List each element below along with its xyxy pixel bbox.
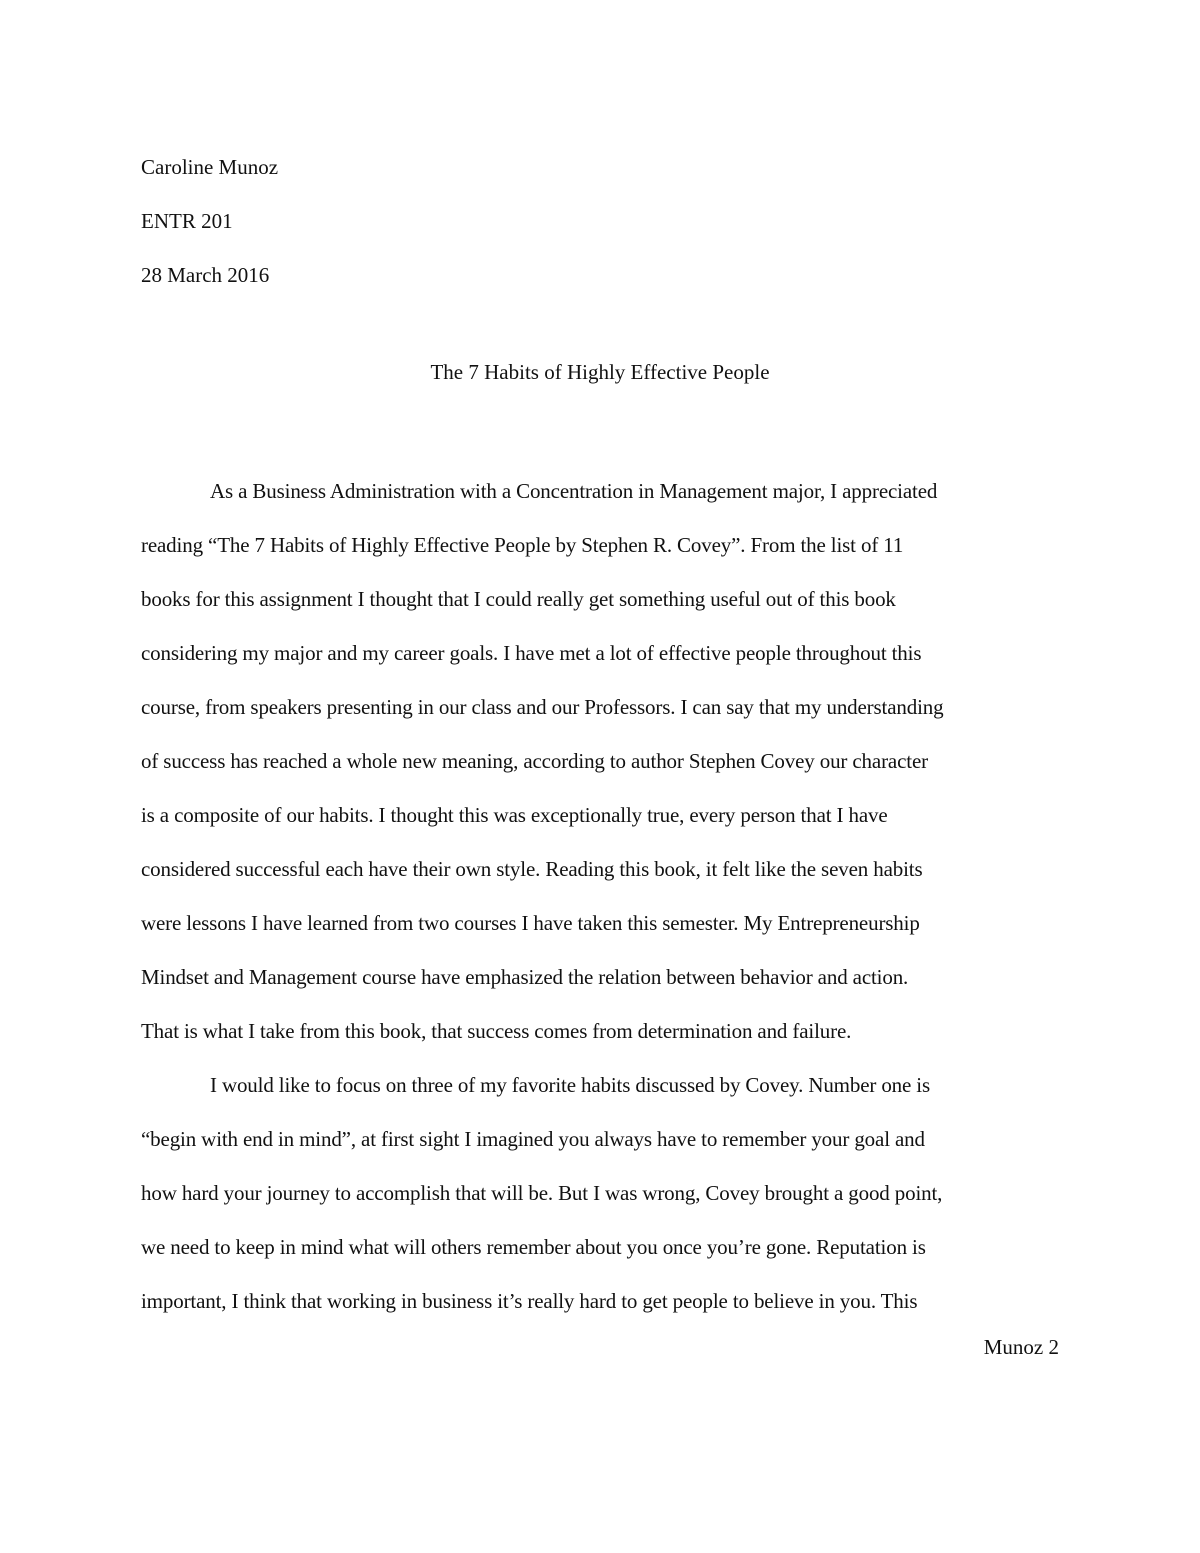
body-line-5: course, from speakers presenting in our class and our Professors. I can say that my understanding [141, 695, 944, 719]
body-line-1: As a Business Administration with a Concentration in Management major, I appreciated [210, 479, 938, 503]
body-line-10: Mindset and Management course have emphasized the relation between behavior and action. [141, 965, 909, 989]
course-code: ENTR 201 [141, 209, 233, 233]
author-name: Caroline Munoz [141, 155, 279, 179]
body-line-11: That is what I take from this book, that success comes from determination and failure. [141, 1019, 852, 1043]
body-line-2: reading “The 7 Habits of Highly Effective People by Stephen R. Covey”. From the list of 11 [141, 533, 904, 557]
body-line-8: considered successful each have their own style. Reading this book, it felt like the seven habits [141, 857, 923, 881]
essay-body [141, 464, 1059, 1328]
body-line-14: how hard your journey to accomplish that will be. But I was wrong, Covey brought a good point, [141, 1181, 943, 1205]
page-number-header: Munoz 2 [983, 1335, 1059, 1359]
body-line-13: “begin with end in mind”, at first sight I imagined you always have to remember your goal and [141, 1127, 925, 1151]
submission-date: 28 March 2016 [141, 263, 270, 287]
body-line-16: important, I think that working in business it’s really hard to get people to believe in you. This [141, 1289, 918, 1313]
body-line-3: books for this assignment I thought that I could really get something useful out of this book [141, 587, 896, 611]
body-line-4: considering my major and my career goals. I have met a lot of effective people throughout this [141, 641, 922, 665]
body-line-9: were lessons I have learned from two courses I have taken this semester. My Entrepreneurship [141, 911, 920, 935]
body-line-15: we need to keep in mind what will others remember about you once you’re gone. Reputation is [141, 1235, 926, 1259]
body-line-12: I would like to focus on three of my favorite habits discussed by Covey. Number one is [210, 1073, 931, 1097]
body-line-7: is a composite of our habits. I thought this was exceptionally true, every person that I have [141, 803, 888, 827]
mla-header [141, 140, 1059, 302]
essay-title: The 7 Habits of Highly Effective People [430, 360, 770, 384]
body-line-6: of success has reached a whole new meaning, according to author Stephen Covey our character [141, 749, 928, 773]
